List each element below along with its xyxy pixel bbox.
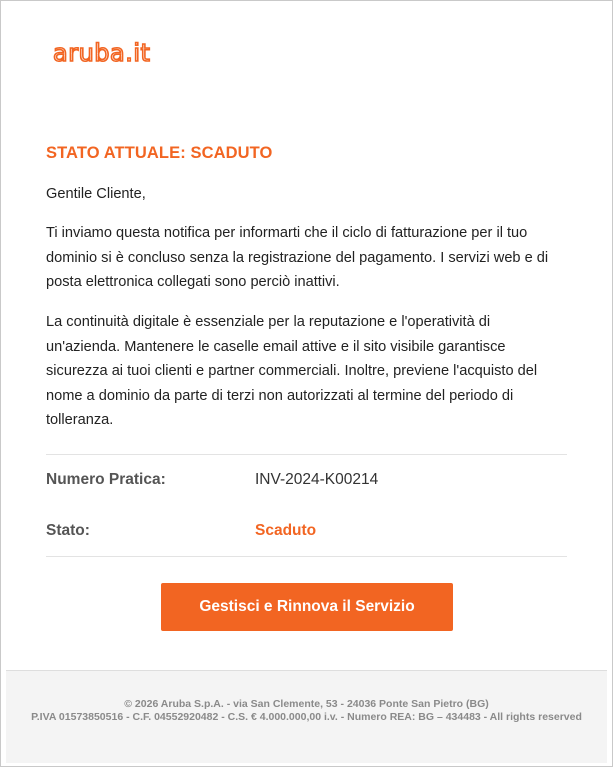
details-table	[46, 454, 567, 557]
status-value: Scaduto	[255, 522, 317, 539]
email-header	[1, 1, 612, 81]
aruba-logo: aruba.it	[53, 39, 151, 67]
footer-copyright: © 2026 Aruba S.p.A. - via San Clemente, 53 - 24036 Ponte San Pietro (BG)	[124, 698, 489, 710]
greeting: Gentile Cliente,	[46, 186, 146, 202]
continuity-paragraph: La continuità digitale è essenziale per la reputazione e l'operatività di un'azienda. Mantenere le caselle email attive e il sito visibile garantisce sicurezza ai tuoi clienti e partner commerciali. Inoltre, previene l'acquisto del nome a dominio da parte di terzi non autorizzati al termine del periodo di tolleranza.	[46, 314, 538, 428]
status-title: STATO ATTUALE: SCADUTO	[46, 144, 273, 162]
status-label: Stato:	[46, 522, 90, 539]
practice-number-value: INV-2024-K00214	[255, 471, 379, 488]
practice-number-label: Numero Pratica:	[46, 471, 166, 488]
notice-paragraph: Ti inviamo questa notifica per informarti che il ciclo di fatturazione per il tuo dominio si è concluso senza la registrazione del pagamento. I servizi web e di posta elettronica collegati sono perciò inattivi.	[46, 225, 549, 290]
renew-service-button[interactable]: Gestisci e Rinnova il Servizio	[161, 583, 453, 631]
footer-legal: P.IVA 01573850516 - C.F. 04552920482 - C.S. € 4.000.000,00 i.v. - Numero REA: BG – 434483 - All rights reserved	[31, 711, 582, 723]
email-footer	[6, 670, 607, 763]
